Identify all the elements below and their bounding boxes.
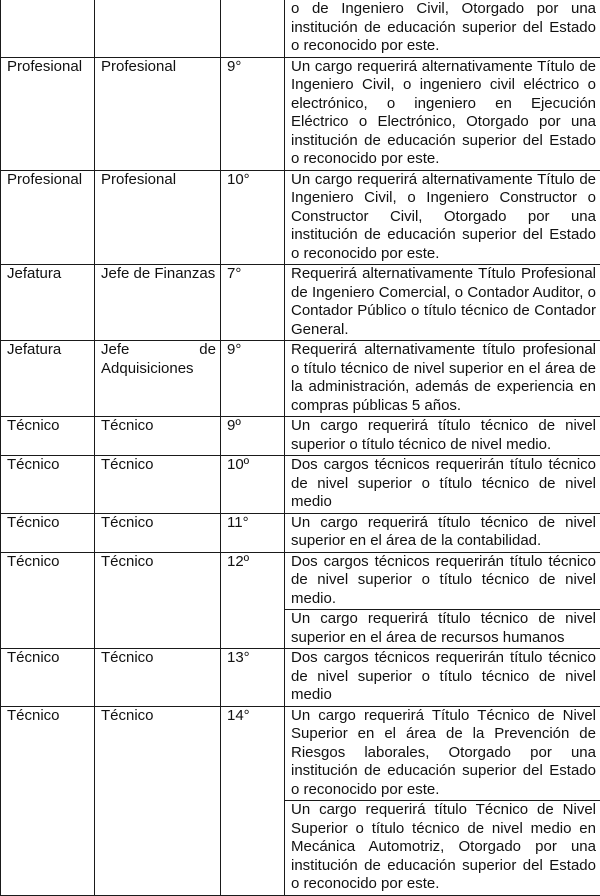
- requisito-cell: Dos cargos técnicos requerirán título técnico de nivel superior o título técnico de nivel medio.: [285, 552, 600, 610]
- table-row: [1, 57, 600, 170]
- grado-cell: [221, 0, 285, 57]
- table-row: [1, 552, 600, 610]
- table-row: [1, 456, 600, 514]
- tipo-cell: Jefatura: [1, 341, 95, 417]
- grado-cell: 10°: [221, 170, 285, 265]
- requisito-cell: o de Ingeniero Civil, Otorgado por una institución de educación superior del Estado o reconocido por este.: [285, 0, 600, 57]
- tipo-cell: Técnico: [1, 417, 95, 456]
- grado-cell: 13°: [221, 649, 285, 707]
- requisito-cell: Dos cargos técnicos requerirán título técnico de nivel superior o título técnico de nivel medio: [285, 456, 600, 514]
- cargo-cell: Técnico: [95, 649, 221, 707]
- grado-cell: 9°: [221, 341, 285, 417]
- tipo-cell: Técnico: [1, 513, 95, 552]
- grado-cell: 10º: [221, 456, 285, 514]
- tipo-cell: Técnico: [1, 706, 95, 895]
- table-row: [1, 0, 600, 57]
- grado-cell: 9°: [221, 57, 285, 170]
- tipo-cell: Profesional: [1, 170, 95, 265]
- grado-cell: 14°: [221, 706, 285, 895]
- requisito-cell: Un cargo requerirá alternativamente Título de Ingeniero Civil, o ingeniero civil eléctrico o electrónico, o ingeniero en Ejecución Eléctrico o Electrónico, Otorgado por una institución de educación superior del Estado o reconocido por este.: [285, 57, 600, 170]
- cargo-cell: Jefe de Adquisiciones: [95, 341, 221, 417]
- requisito-cell: Requerirá alternativamente título profesional o título técnico de nivel superior en el área de la administración, además de experiencia en compras públicas 5 años.: [285, 341, 600, 417]
- tipo-cell: [1, 0, 95, 57]
- requisito-cell: Requerirá alternativamente Título Profesional de Ingeniero Comercial, o Contador Auditor, o Contador Público o título técnico de Contador General.: [285, 265, 600, 341]
- table-row: [1, 649, 600, 707]
- table-row: [1, 417, 600, 456]
- table-row: [1, 265, 600, 341]
- tipo-cell: Técnico: [1, 552, 95, 649]
- tipo-cell: Jefatura: [1, 265, 95, 341]
- table-row: [1, 170, 600, 265]
- positions-table-body: [1, 0, 600, 895]
- tipo-cell: Técnico: [1, 456, 95, 514]
- requisito-cell: Un cargo requerirá alternativamente Título de Ingeniero Civil, o Ingeniero Constructor o Constructor Civil, Otorgado por una institución de educación superior del Estado o reconocido por este.: [285, 170, 600, 265]
- grado-cell: 11°: [221, 513, 285, 552]
- requisito-cell: Dos cargos técnicos requerirán título técnico de nivel superior o título técnico de nivel medio: [285, 649, 600, 707]
- tipo-cell: Profesional: [1, 57, 95, 170]
- table-row: [1, 513, 600, 552]
- cargo-cell: [95, 0, 221, 57]
- cargo-cell: Jefe de Finanzas: [95, 265, 221, 341]
- cargo-cell: Técnico: [95, 706, 221, 895]
- cargo-cell: Profesional: [95, 170, 221, 265]
- table-row: [1, 341, 600, 417]
- table-row: [1, 706, 600, 801]
- cargo-cell: Técnico: [95, 456, 221, 514]
- grado-cell: 12º: [221, 552, 285, 649]
- requisito-cell: Un cargo requerirá título técnico de nivel superior en el área de recursos humanos: [285, 610, 600, 649]
- cargo-cell: Técnico: [95, 417, 221, 456]
- grado-cell: 9º: [221, 417, 285, 456]
- requisito-cell: Un cargo requerirá título Técnico de Nivel Superior o título técnico de nivel medio en Mecánica Automotriz, Otorgado por una institución de educación superior del Estado o reconocido por este.: [285, 801, 600, 896]
- grado-cell: 7°: [221, 265, 285, 341]
- tipo-cell: Técnico: [1, 649, 95, 707]
- requisito-cell: Un cargo requerirá título técnico de nivel superior en el área de la contabilidad.: [285, 513, 600, 552]
- cargo-cell: Técnico: [95, 513, 221, 552]
- requisito-cell: Un cargo requerirá título técnico de nivel superior o título técnico de nivel medio.: [285, 417, 600, 456]
- requisito-cell: Un cargo requerirá Título Técnico de Nivel Superior en el área de la Prevención de Riesgos laborales, Otorgado por una institución de educación superior del Estado o reconocido por este.: [285, 706, 600, 801]
- cargo-cell: Técnico: [95, 552, 221, 649]
- cargo-cell: Profesional: [95, 57, 221, 170]
